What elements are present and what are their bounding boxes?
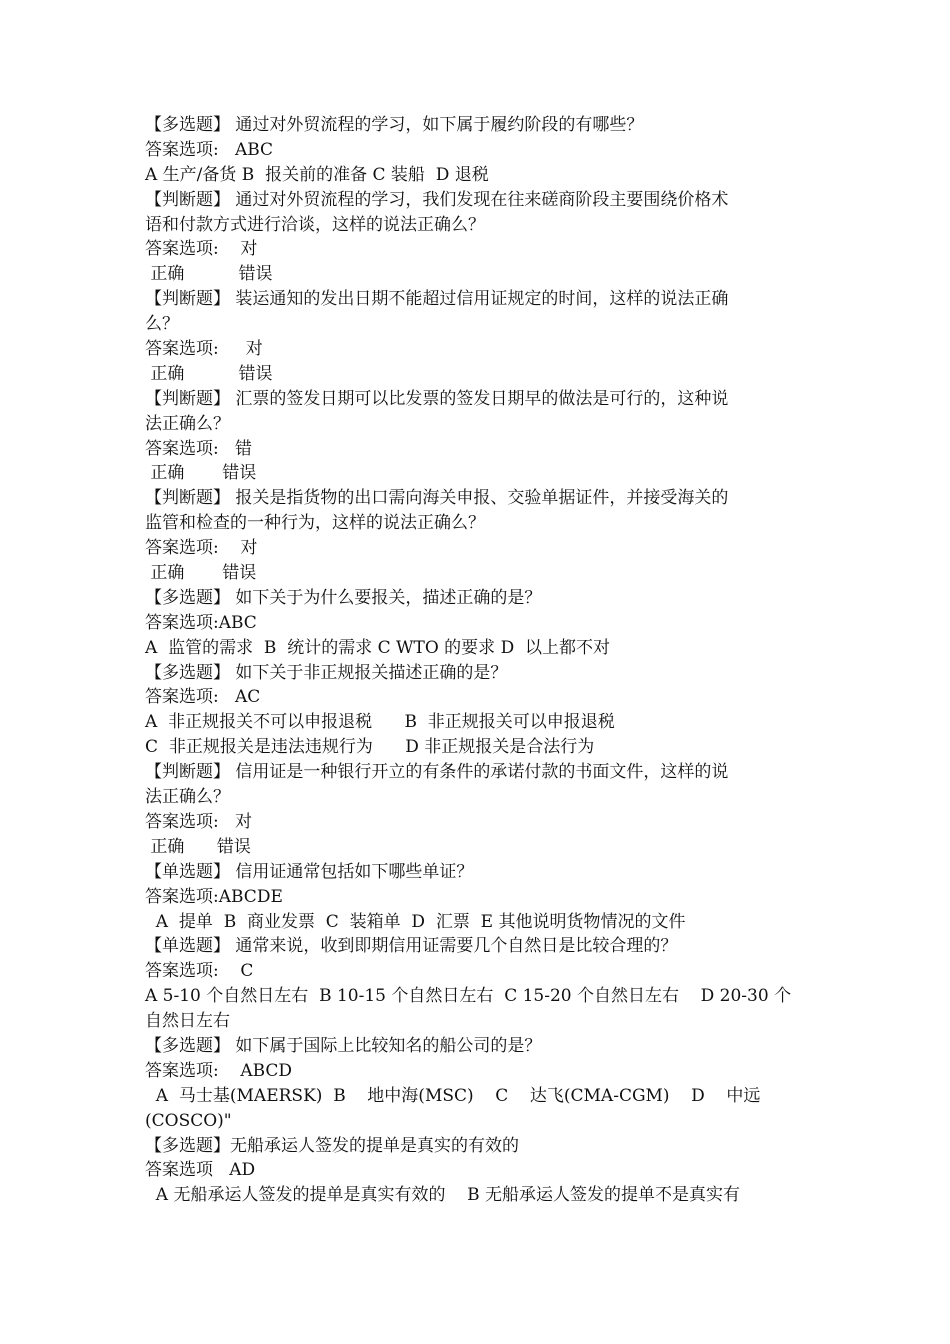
text-line: C 非正规报关是违法违规行为 D 非正规报关是合法行为 [145, 737, 595, 758]
text-line: 【判断题】 汇票的签发日期可以比发票的签发日期早的做法是可行的，这种说 [145, 388, 729, 409]
text-line: 答案选项: ABCD [145, 1060, 293, 1081]
text-line: 法正确么？ [145, 787, 230, 808]
text-line: A 生产/备货 B 报关前的准备 C 装船 D 退税 [145, 164, 489, 185]
text-line: 【多选题】 如下关于为什么要报关，描述正确的是？ [145, 587, 542, 608]
text-line: 【判断题】 报关是指货物的出口需向海关申报、交验单据证件，并接受海关的 [145, 488, 729, 509]
text-line: 正确 错误 [145, 264, 273, 285]
text-line: (COSCO)" [145, 1110, 232, 1131]
text-line: 答案选项: AC [145, 687, 261, 708]
text-line: 答案选项: 对 [145, 538, 258, 559]
text-line: 答案选项: 对 [145, 811, 252, 832]
text-line: 【单选题】 信用证通常包括如下哪些单证？ [145, 861, 474, 882]
text-line: 【单选题】 通常来说，收到即期信用证需要几个自然日是比较合理的？ [145, 936, 678, 957]
text-line: 么？ [145, 314, 179, 335]
text-line: 正确 错误 [145, 463, 257, 484]
text-line: 答案选项:ABC [145, 612, 257, 633]
text-line: A 5-10 个自然日左右 B 10-15 个自然日左右 C 15-20 个自然日左右 D 20-30 个 [145, 986, 792, 1007]
text-line: 法正确么？ [145, 413, 230, 434]
text-line: 【判断题】 信用证是一种银行开立的有条件的承诺付款的书面文件，这样的说 [145, 762, 729, 783]
text-line: 正确 错误 [145, 836, 251, 857]
text-line: A 非正规报关不可以申报退税 B 非正规报关可以申报退税 [145, 712, 615, 733]
text-line: 【多选题】 通过对外贸流程的学习，如下属于履约阶段的有哪些？ [145, 115, 644, 135]
text-line: 监管和检查的一种行为，这样的说法正确么？ [145, 513, 485, 534]
text-line: 正确 错误 [145, 363, 273, 384]
text-line: 答案选项: ABC [145, 139, 274, 160]
text-line: 自然日左右 [145, 1011, 230, 1032]
text-line: 正确 错误 [145, 563, 257, 584]
document-body [145, 113, 807, 1208]
text-line: 答案选项: 对 [145, 239, 258, 260]
text-line: 答案选项: 错 [145, 438, 252, 459]
text-line: 【多选题】 如下关于非正规报关描述正确的是？ [145, 662, 508, 683]
text-line: 【多选题】 如下属于国际上比较知名的船公司的是？ [145, 1035, 542, 1056]
text-line: 【多选题】无船承运人签发的提单是真实的有效的 [145, 1135, 519, 1156]
text-line: 【判断题】 通过对外贸流程的学习，我们发现在往来磋商阶段主要围绕价格术 [145, 189, 729, 210]
text-line: 答案选项:ABCDE [145, 886, 283, 907]
text-line: 答案选项: 对 [145, 339, 263, 360]
text-line: 答案选项: C [145, 961, 254, 982]
text-line: A 提单 B 商业发票 C 装箱单 D 汇票 E 其他说明货物情况的文件 [145, 911, 686, 932]
text-line: 【判断题】 装运通知的发出日期不能超过信用证规定的时间，这样的说法正确 [145, 289, 729, 310]
text-line: 语和付款方式进行洽谈，这样的说法正确么？ [145, 214, 485, 235]
text-line: A 马士基(MAERSK) B 地中海(MSC) C 达飞(CMA-CGM) D 中远 [145, 1085, 761, 1106]
text-line: A 无船承运人签发的提单是真实有效的 B 无船承运人签发的提单不是真实有 [145, 1185, 740, 1206]
text-line: A 监管的需求 B 统计的需求 C WTO 的要求 D 以上都不对 [145, 637, 611, 658]
text-line: 答案选项 AD [145, 1160, 256, 1181]
